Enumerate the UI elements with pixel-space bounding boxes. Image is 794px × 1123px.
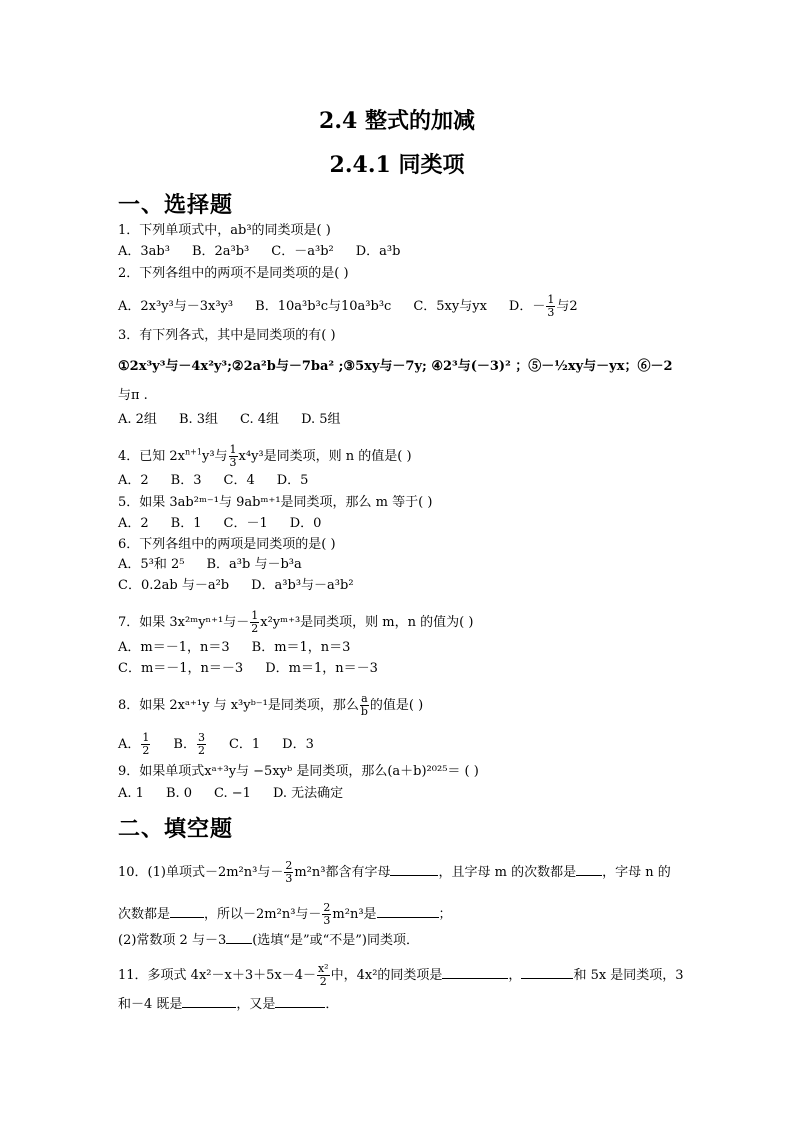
option-a: A．m＝－1，n＝3 — [118, 640, 230, 655]
question-5-options — [118, 516, 321, 532]
option-d: D．m＝1，n＝－3 — [265, 661, 378, 676]
question-11-line-1: 11．多项式 4x²－x＋3＋5x－4－ $\frac{\text{x²}}{2}$ 中，4x²的同类项是 ， 和 5x 是同类项，3 — [118, 962, 684, 988]
answer-blank[interactable] — [390, 863, 438, 876]
answer-blank[interactable] — [442, 966, 508, 979]
question-9-stem: 9．如果单项式xᵃ⁺³y与 −5xyᵇ 是同类项，那么(a＋b)²⁰²⁵＝ ( ) — [118, 764, 479, 779]
question-3-items-cont: 与π . — [118, 388, 148, 403]
option-a: A．5³和 2⁵ — [118, 557, 185, 572]
answer-blank[interactable] — [226, 931, 252, 944]
answer-blank[interactable] — [182, 995, 236, 1008]
answer-blank[interactable] — [377, 905, 439, 918]
question-2-options — [118, 294, 578, 319]
question-10-line-2: 次数都是 ，所以－2m²n³与－ $\frac{2}{3}$ m²n³是 ； — [118, 901, 452, 927]
option-d: D. 5组 — [301, 412, 341, 427]
question-3-stem: 3．有下列各式，其中是同类项的有( ) — [118, 328, 336, 343]
option-b: B．a³b 与－b³a — [206, 557, 302, 572]
option-d: D．0 — [289, 516, 322, 531]
question-2-stem: 2．下列各组中的两项不是同类项的是( ) — [118, 266, 349, 281]
option-d: D．a³b — [355, 244, 401, 259]
option-c: C. −1 — [214, 786, 251, 801]
option-d: D．－ $\frac{1}{3}$ 与2 — [508, 293, 578, 319]
question-3-items: ①2x³y³与－4x²y³;②2a²b与－7ba² ;③5xy与－7y; ④2³与(－3)² ；⑤－½xy与－yx；⑥－2 — [118, 359, 673, 374]
option-b: B．1 — [170, 516, 202, 531]
option-d: D．3 — [282, 737, 314, 752]
question-6-options-cd — [118, 578, 354, 594]
option-c: C．－a³b² — [271, 244, 334, 259]
question-1-options — [118, 244, 400, 260]
option-a: A． $\frac{1}{2}$ — [118, 731, 150, 757]
option-c: C．－1 — [223, 516, 268, 531]
question-7-options-cd — [118, 661, 378, 677]
question-5-stem: 5．如果 3ab²ᵐ⁻¹与 9abᵐ⁺¹是同类项，那么 m 等于( ) — [118, 495, 433, 510]
option-b: B．10a³b³c与10a³b³c — [255, 299, 392, 314]
option-a: A. 2组 — [118, 412, 157, 427]
question-6-stem: 6．下列各组中的两项是同类项的是( ) — [118, 537, 336, 552]
page-subtitle: 2.4.1 同类项 — [329, 152, 465, 178]
option-c: C．0.2ab 与－a²b — [118, 578, 230, 593]
option-c: C. 4组 — [240, 412, 280, 427]
question-10-line-1: 10．(1)单项式－2m²n³与－ $\frac{2}{3}$ m²n³都含有字母 ，且字母 m 的次数都是 ，字母 n 的 — [118, 859, 671, 885]
question-7-options-ab — [118, 640, 350, 656]
option-a: A．2 — [118, 473, 149, 488]
question-11-line-2: 和－4 既是 ，又是 ． — [118, 997, 339, 1012]
option-c: C．m＝－1，n＝－3 — [118, 661, 244, 676]
answer-blank[interactable] — [170, 905, 204, 918]
question-6-options-ab — [118, 557, 302, 573]
option-d: D．a³b³与－a³b² — [251, 578, 354, 593]
section-heading-fill: 二、填空题 — [118, 816, 234, 842]
question-3-options — [118, 412, 341, 428]
question-7-stem: 7．如果 3x²ᵐyⁿ⁺¹与－ $\frac{1}{2}$ x²yᵐ⁺³是同类项，则 m，n 的值为( ) — [118, 609, 474, 635]
option-b: B．3 — [170, 473, 202, 488]
option-a: A．3ab³ — [118, 244, 170, 259]
answer-blank[interactable] — [521, 966, 573, 979]
question-1-stem: 1．下列单项式中，ab³的同类项是( ) — [118, 223, 331, 238]
option-c: C．5xy与yx — [413, 299, 487, 314]
question-9-options — [118, 786, 343, 802]
option-d: D．5 — [276, 473, 309, 488]
option-c: C．4 — [223, 473, 255, 488]
option-b: B．2a³b³ — [191, 244, 250, 259]
option-b: B. 3组 — [178, 412, 219, 427]
option-a: A．2 — [118, 516, 149, 531]
option-b: B. 0 — [165, 786, 193, 801]
question-4-stem: 4．已知 $2x^{n+1}y^3$与 $\frac{1}{3}$ x⁴y³是同类项，则 n 的值是( ) — [118, 443, 412, 469]
question-8-stem: 8．如果 2xᵃ⁺¹y 与 x³yᵇ⁻¹是同类项，那么 $\frac{a}{b}$ 的值是( ) — [118, 692, 424, 718]
option-b: B．m＝1，n＝3 — [251, 640, 351, 655]
option-a: A．2x³y³与－3x³y³ — [118, 299, 234, 314]
option-a: A. 1 — [118, 786, 144, 801]
option-c: C．1 — [228, 737, 261, 752]
answer-blank[interactable] — [576, 863, 602, 876]
answer-blank[interactable] — [275, 995, 325, 1008]
question-8-options — [118, 732, 314, 757]
question-10-line-3: (2)常数项 2 与－3 (选填“是”或“不是”)同类项． — [118, 933, 419, 948]
option-b: B． $\frac{3}{2}$ — [173, 731, 205, 757]
section-heading-choice: 一、选择题 — [118, 192, 234, 218]
question-4-options — [118, 473, 308, 489]
page-title: 2.4 整式的加减 — [319, 108, 475, 134]
option-d: D. 无法确定 — [272, 786, 344, 801]
